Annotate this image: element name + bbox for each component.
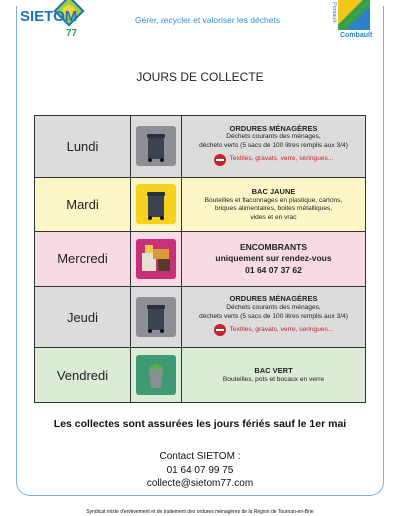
collection-schedule-table	[34, 115, 366, 403]
no-entry-icon	[214, 324, 226, 336]
no-entry-icon	[214, 154, 226, 166]
green-bin-icon	[136, 355, 176, 395]
contact-label: Contact SIETOM :	[159, 451, 241, 462]
pontault-combault-logo: Pontault- Combault	[331, 2, 373, 39]
bulky-phone: 01 64 07 37 62	[245, 264, 302, 275]
footer-organization: Syndicat mixte d'enlèvement et de traitement des ordures ménagères de la Région de Tournan-en-Brie	[86, 509, 314, 515]
day-label: Mardi	[35, 177, 131, 232]
day-label: Jeudi	[35, 286, 131, 348]
town-emblem-icon	[338, 0, 370, 30]
schedule-row-vendredi: Vendredi BAC VERT Bouteilles, pots et bocaux en verre	[35, 348, 366, 403]
bulky-items-icon	[136, 239, 176, 279]
gray-bin-icon	[136, 126, 176, 166]
day-label: Lundi	[35, 116, 131, 178]
contact-email[interactable]: collecte@sietom77.com	[146, 478, 254, 489]
contact-block	[0, 450, 400, 491]
holiday-note: Les collectes sont assurées les jours fériés sauf le 1er mai	[53, 418, 347, 430]
page-title: JOURS DE COLLECTE	[136, 70, 264, 84]
schedule-row-mardi: Mardi BAC JAUNE Bouteilles et flaconnages en plastique, cartons, briques alimentaires, boites métalliques, vides et en vrac	[35, 177, 366, 232]
schedule-row-jeudi: Jeudi ORDURES MÉNAGÈRES Déchets courants des ménages, déchets verts (5 sacs de 100 litres remplis aux 3/4) Textiles, gravats, verre, seringues...	[35, 286, 366, 348]
sietom-logo-text: SIETOM	[20, 8, 78, 25]
exclusion-warning: Textiles, gravats, verre, seringues...	[214, 154, 334, 166]
schedule-row-mercredi: Mercredi ENCOMBRANTS uniquement sur rendez-vous 01 64 07 37 62	[35, 232, 366, 287]
exclusion-warning: Textiles, gravats, verre, seringues...	[214, 324, 334, 336]
gray-bin-icon	[136, 297, 176, 337]
day-label: Mercredi	[35, 232, 131, 287]
yellow-bin-icon	[136, 184, 176, 224]
sietom-logo-number: 77	[66, 28, 78, 39]
contact-phone: 01 64 07 99 75	[166, 464, 234, 476]
day-label: Vendredi	[35, 348, 131, 403]
tagline: Gérer, recycler et valoriser les déchets	[135, 15, 281, 25]
sietom-logo	[20, 0, 90, 40]
schedule-row-lundi: Lundi ORDURES MÉNAGÈRES Déchets courants des ménages, déchets verts (5 sacs de 100 litres remplis aux 3/4) Textiles, gravats, verre, seringues...	[35, 116, 366, 178]
